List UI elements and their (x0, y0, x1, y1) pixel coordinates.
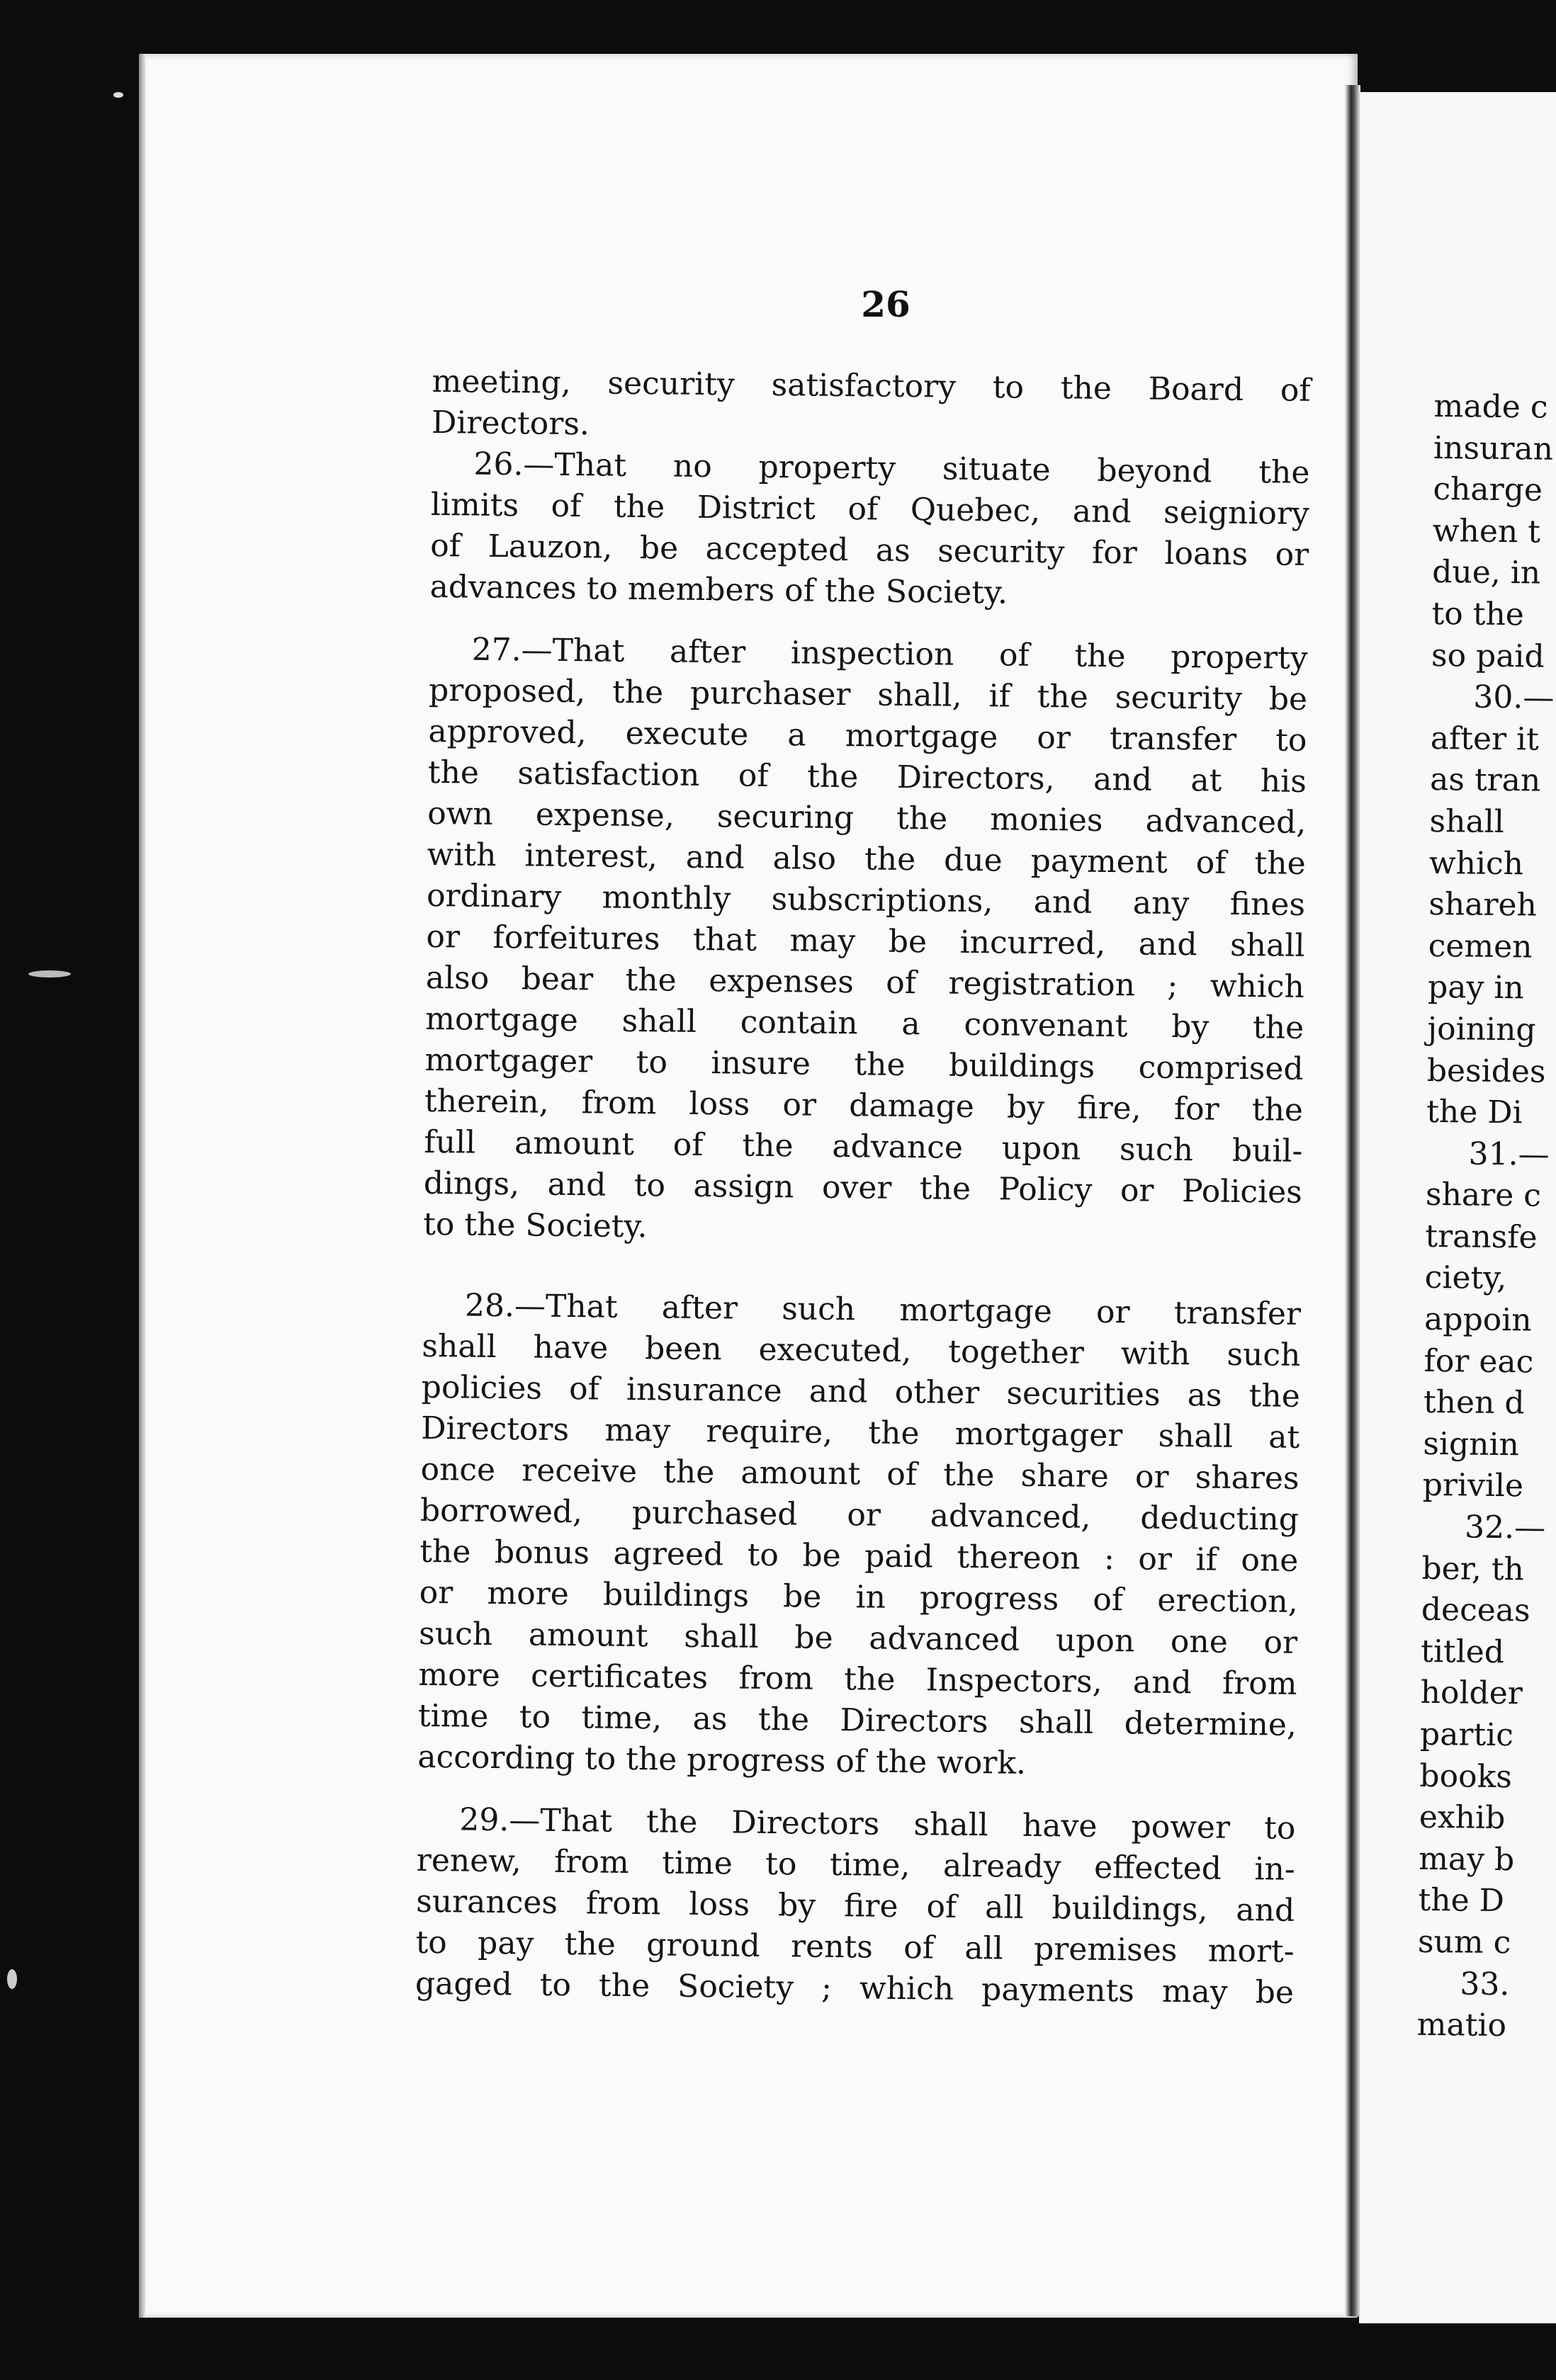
text-line: exhib (1419, 1799, 1506, 1837)
text-line: which (1428, 844, 1524, 882)
text-line: 30.— (1473, 679, 1555, 716)
text-line: due, in (1431, 554, 1541, 591)
text-line: titled (1421, 1633, 1505, 1670)
text-line: charge (1433, 471, 1543, 509)
text-line: appoin (1423, 1300, 1532, 1339)
text-line: borrowed, purchased or advanced, deducting (419, 1492, 1300, 1538)
text-line: signin (1423, 1425, 1520, 1463)
text-line: full amount of the advance upon such buil- (424, 1123, 1303, 1169)
text-line: Directors. (431, 404, 590, 443)
text-line: cemen (1428, 927, 1533, 965)
paragraph-28-start: 28.—That after such mortgage or transfer (464, 1287, 1302, 1332)
text-line: once receive the amount of the share or shares (420, 1451, 1300, 1497)
text-line: renew, from time to time, already effected in- (416, 1842, 1296, 1888)
text-line: mortgager to insure the buildings comprised (424, 1041, 1304, 1087)
text-line: joining (1427, 1010, 1536, 1048)
text-line: Directors may require, the mortgager shall at (420, 1410, 1300, 1456)
text-line: gaged to the Society ; which payments may be (415, 1965, 1295, 2011)
text-line: the Di (1426, 1094, 1523, 1131)
paragraph-29-start: 29.—That the Directors shall have power to (459, 1801, 1296, 1847)
text-line: approved, execute a mortgage or transfer to (428, 713, 1307, 759)
text-line: books (1419, 1757, 1513, 1795)
text-line: of Lauzon, be accepted as security for loans or (430, 527, 1309, 573)
scan-dust-speck (7, 1969, 17, 1989)
text-line: 31.— (1468, 1135, 1550, 1173)
text-line: shareh (1428, 886, 1538, 924)
text-line: share c (1425, 1177, 1542, 1214)
text-line: more certificates from the Inspectors, and from (418, 1656, 1297, 1702)
text-line: or forfeitures that may be incurred, and shall (426, 918, 1305, 964)
left-page-text (415, 361, 1311, 2014)
text-line: mortgage shall contain a convenant by the (425, 1000, 1304, 1046)
page-number: 26 (861, 283, 911, 325)
text-line: to the (1431, 595, 1525, 633)
text-line: after it (1430, 720, 1540, 758)
book-gutter (1345, 85, 1360, 2316)
text-line: insuran (1433, 429, 1554, 468)
text-line: proposed, the purchaser shall, if the security be (428, 672, 1308, 718)
text-line: meeting, security satisfactory to the Board of (432, 363, 1311, 409)
text-line: then d (1423, 1384, 1525, 1422)
text-line: ordinary monthly subscriptions, and any fines (426, 877, 1306, 923)
text-line: when t (1432, 512, 1541, 550)
text-line: shall have been executed, together with such (422, 1327, 1301, 1373)
scan-dust-speck (28, 970, 71, 978)
text-line: also bear the expenses of registration ; which (425, 959, 1305, 1005)
text-line: policies of insurance and other securities as the (421, 1368, 1301, 1415)
text-line: the D (1418, 1882, 1505, 1920)
paragraph-26-start: 26.—That no property situate beyond the (473, 446, 1310, 491)
text-line: the bonus agreed to be paid thereon : or if one (419, 1533, 1299, 1579)
text-line: such amount shall be advanced upon one or (418, 1615, 1298, 1661)
text-line: according to the progress of the work. (417, 1738, 1027, 1781)
text-line: privile (1422, 1467, 1524, 1504)
text-line: sum c (1417, 1923, 1511, 1961)
text-line: for eac (1423, 1342, 1534, 1381)
scan-dust-speck (113, 92, 123, 98)
text-line: holder (1420, 1674, 1523, 1712)
text-line: with interest, and also the due payment of the (427, 836, 1306, 882)
text-line: to pay the ground rents of all premises mort- (415, 1924, 1295, 1970)
text-line: ciety, (1424, 1259, 1507, 1297)
text-line: limits of the District of Quebec, and seigniory (430, 486, 1310, 532)
paragraph-27-start: 27.—That after inspection of the property (471, 631, 1308, 676)
text-line: therein, from loss or damage by fire, for the (424, 1082, 1304, 1128)
text-line: 32.— (1464, 1509, 1546, 1546)
text-line: dings, and to assign over the Policy or Policies (423, 1164, 1303, 1211)
text-line: pay in (1427, 969, 1525, 1007)
right-page-text (1416, 386, 1556, 2048)
text-line: time to time, as the Directors shall determine, (417, 1697, 1297, 1743)
text-line: matio (1416, 2007, 1507, 2044)
text-line: partic (1419, 1716, 1514, 1754)
text-line: transfe (1425, 1218, 1538, 1256)
text-line: so paid (1431, 637, 1545, 675)
text-line: surances from loss by fire of all buildings, and (415, 1883, 1295, 1929)
text-line: may b (1418, 1840, 1515, 1878)
text-line: or more buildings be in progress of erection, (419, 1574, 1298, 1620)
text-line: made c (1433, 387, 1548, 426)
text-line: advances to members of the Society. (429, 568, 1008, 611)
text-line: 33. (1460, 1966, 1510, 2002)
text-line: as tran (1429, 761, 1541, 799)
text-line: shall (1429, 803, 1505, 841)
text-line: besides (1426, 1052, 1546, 1090)
text-line: the satisfaction of the Directors, and at his (427, 754, 1307, 800)
text-line: own expense, securing the monies advanced, (427, 795, 1307, 841)
text-line: deceas (1421, 1592, 1530, 1629)
text-line: ber, th (1421, 1550, 1525, 1588)
text-line: to the Society. (422, 1206, 648, 1245)
